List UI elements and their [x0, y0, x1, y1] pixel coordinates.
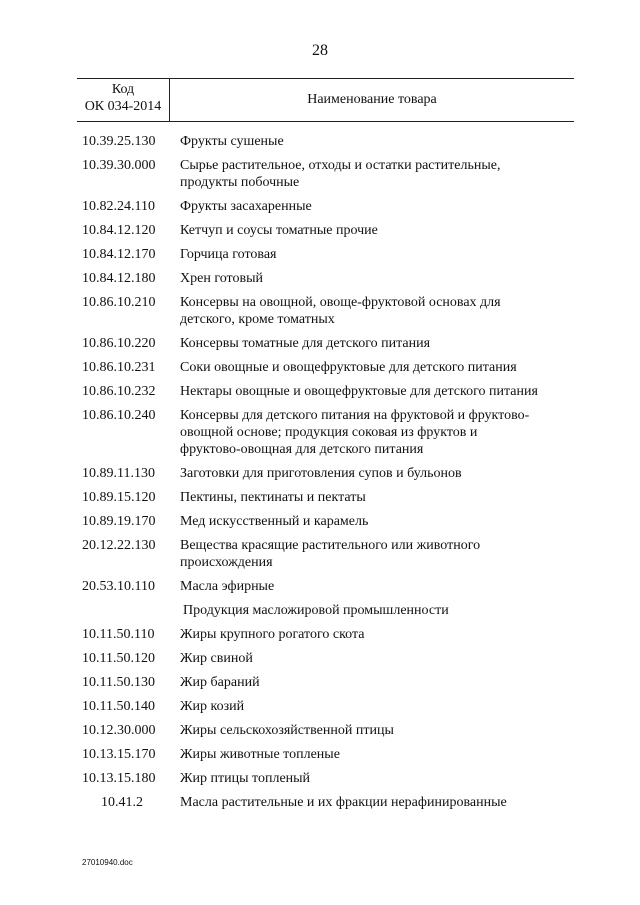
product-code: 10.82.24.110: [82, 199, 155, 214]
product-code: 10.13.15.180: [82, 771, 156, 786]
product-name-line: Пектины, пектинаты и пектаты: [180, 490, 366, 505]
product-code: 10.13.15.170: [82, 747, 156, 762]
table-row: [82, 698, 572, 715]
table-row: [82, 270, 572, 287]
product-name-line: Жиры крупного рогатого скота: [180, 627, 365, 642]
product-name-line: Кетчуп и соусы томатные прочие: [180, 223, 378, 238]
product-name-line: Фрукты сушеные: [180, 134, 284, 149]
product-code: 10.11.50.140: [82, 699, 155, 714]
product-name-line: Горчица готовая: [180, 247, 277, 262]
product-name-line: Соки овощные и овощефруктовые для детского питания: [180, 360, 517, 375]
product-code: 10.11.50.130: [82, 675, 155, 690]
product-name: [180, 626, 572, 643]
product-name-line: Фрукты засахаренные: [180, 199, 312, 214]
product-name: [180, 270, 572, 287]
section-title: Продукция масложировой промышленности: [183, 603, 449, 618]
table-row: [82, 294, 572, 328]
product-name: [180, 198, 572, 215]
table-row: [82, 537, 572, 571]
product-name-line: Жиры сельскохозяйственной птицы: [180, 723, 394, 738]
product-name: [180, 722, 572, 739]
product-code: 10.89.19.170: [82, 514, 156, 529]
product-name: [180, 650, 572, 667]
product-code: 10.41.2: [101, 795, 143, 810]
code-header-line-1: Код: [111, 82, 135, 97]
product-code: 10.86.10.231: [82, 360, 156, 375]
product-name: [180, 133, 572, 150]
product-name: [180, 794, 572, 811]
table-row: [82, 650, 572, 667]
product-name-line: происхождения: [180, 555, 273, 570]
table-row: [82, 198, 572, 215]
product-name-line: Жир свиной: [180, 651, 253, 666]
product-name: [180, 407, 572, 458]
table-row: [82, 246, 572, 263]
table-body: [82, 133, 572, 818]
table-row: [82, 794, 572, 811]
page-number: 28: [312, 42, 328, 59]
table-row: [82, 746, 572, 763]
product-name: [180, 770, 572, 787]
product-name-line: Жир бараний: [180, 675, 260, 690]
table-row: [82, 383, 572, 400]
product-code: 10.86.10.232: [82, 384, 156, 399]
product-name: [180, 383, 572, 400]
name-column-header: Наименование товара: [307, 92, 437, 107]
product-code: 10.84.12.120: [82, 223, 156, 238]
product-code: 10.11.50.120: [82, 651, 155, 666]
product-code: 20.12.22.130: [82, 538, 156, 553]
file-name-footer: 27010940.doc: [82, 858, 133, 867]
product-name: [180, 222, 572, 239]
product-name-line: Мед искусственный и карамель: [180, 514, 369, 529]
table-row: [82, 465, 572, 482]
product-name-line: продукты побочные: [180, 175, 300, 190]
product-rows: [82, 133, 572, 595]
table-row: [82, 770, 572, 787]
product-code: 10.39.25.130: [82, 134, 156, 149]
table-row: [82, 626, 572, 643]
product-name-line: Жиры животные топленые: [180, 747, 340, 762]
product-name-line: овощной основе; продукция соковая из фруктов и: [180, 425, 478, 440]
product-code: 10.86.10.220: [82, 336, 156, 351]
product-name-line: Жир козий: [180, 699, 245, 714]
table-row: [82, 489, 572, 506]
product-name-line: Масла эфирные: [180, 579, 275, 594]
product-name-line: Консервы томатные для детского питания: [180, 336, 431, 351]
table-row: [82, 335, 572, 352]
product-name: [180, 359, 572, 376]
product-code: 10.86.10.210: [82, 295, 156, 310]
product-code: 10.12.30.000: [82, 723, 156, 738]
product-name-line: Масла растительные и их фракции нерафинированные: [180, 795, 507, 810]
code-header-line-2: ОК 034-2014: [84, 99, 162, 114]
code-column-header: [77, 81, 169, 115]
table-row: [82, 674, 572, 691]
product-name-line: Хрен готовый: [180, 271, 263, 286]
product-name-line: фруктово-овощная для детского питания: [180, 442, 424, 457]
table-row: [82, 513, 572, 530]
table-row: [82, 578, 572, 595]
product-name: [180, 578, 572, 595]
product-code: 10.89.15.120: [82, 490, 156, 505]
table-row: [82, 359, 572, 376]
product-name: [180, 674, 572, 691]
table-header: [77, 78, 574, 122]
product-name: [180, 537, 572, 571]
table-row: [82, 722, 572, 739]
product-code: 20.53.10.110: [82, 579, 155, 594]
product-name: [180, 157, 572, 191]
product-code: 10.84.12.180: [82, 271, 156, 286]
product-code: 10.39.30.000: [82, 158, 156, 173]
fat-product-rows: [82, 626, 572, 811]
product-name-line: Сырье растительное, отходы и остатки растительные,: [180, 158, 501, 173]
table-row: [82, 133, 572, 150]
product-code: 10.11.50.110: [82, 627, 155, 642]
table-row: [82, 222, 572, 239]
product-name-line: Жир птицы топленый: [180, 771, 311, 786]
product-name: [180, 246, 572, 263]
product-name-line: детского, кроме томатных: [180, 312, 335, 327]
product-name: [180, 335, 572, 352]
product-name-line: Нектары овощные и овощефруктовые для детского питания: [180, 384, 538, 399]
product-name: [180, 489, 572, 506]
table-row: [82, 157, 572, 191]
product-name-line: Консервы для детского питания на фруктовой и фруктово-: [180, 408, 530, 423]
product-code: 10.84.12.170: [82, 247, 156, 262]
product-name: [180, 746, 572, 763]
product-name-line: Вещества красящие растительного или животного: [180, 538, 481, 553]
product-code: 10.89.11.130: [82, 466, 155, 481]
product-name: [180, 698, 572, 715]
product-name-line: Консервы на овощной, овоще-фруктовой основах для: [180, 295, 501, 310]
product-code: 10.86.10.240: [82, 408, 156, 423]
table-row: [82, 407, 572, 458]
product-name: [180, 465, 572, 482]
product-name: [180, 294, 572, 328]
product-name-line: Заготовки для приготовления супов и бульонов: [180, 466, 462, 481]
product-name: [180, 513, 572, 530]
